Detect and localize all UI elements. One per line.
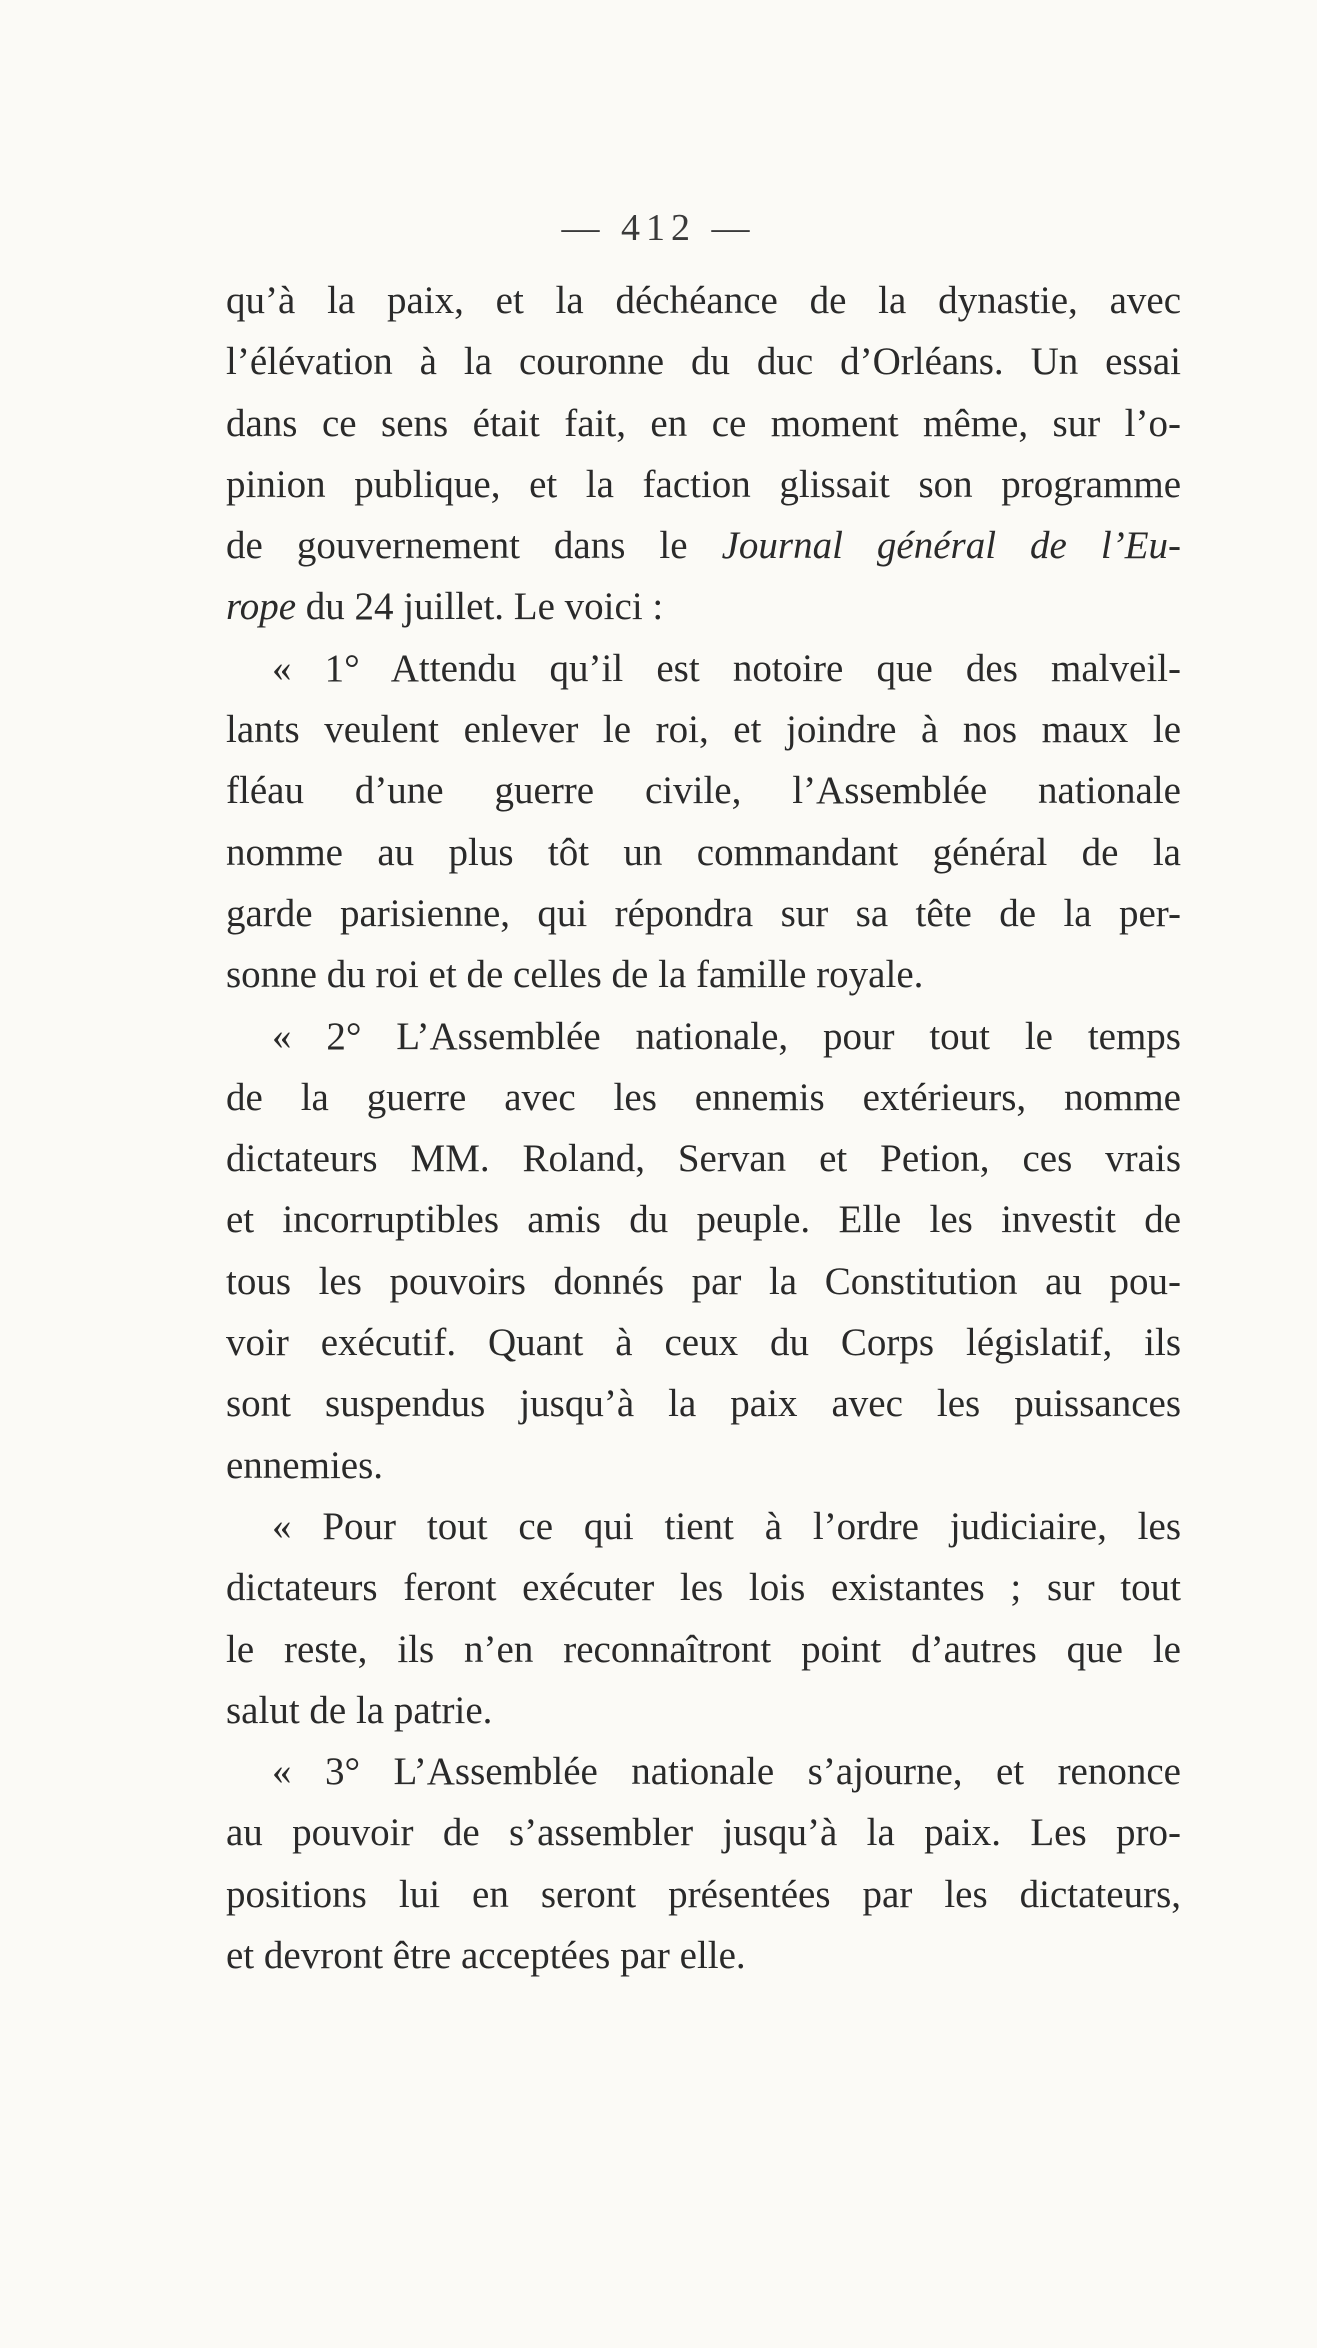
text-line: tous les pouvoirs donnés par la Constitution au pou- [226,1259,1181,1303]
text-line [226,515,1181,576]
text-line: au pouvoir de s’assembler jusqu’à la paix. Les pro- [226,1811,1181,1855]
text-line: pinion publique, et la faction glissait son programme [226,462,1181,506]
italic-text: Journal général de l’Eu- [721,524,1181,568]
text-line: et incorruptibles amis du peuple. Elle les investit de [226,1198,1181,1242]
italic-text: rope [226,585,297,629]
text-line: « Pour tout ce qui tient à l’ordre judiciaire, les [272,1504,1181,1548]
text-segment: de gouvernement dans le [226,524,722,568]
text-line: dans ce sens était fait, en ce moment même, sur l’o- [226,401,1181,445]
text-line [226,576,1181,637]
text-line: ennemies. [226,1443,384,1487]
text-segment: du 24 juillet. Le voici : [296,585,664,629]
text-line: de la guerre avec les ennemis extérieurs, nomme [226,1075,1181,1119]
page-number: — 412 — [561,207,756,249]
body-text [226,270,1181,1986]
text-line: qu’à la paix, et la déchéance de la dynastie, avec [226,279,1181,322]
text-line: « 1° Attendu qu’il est notoire que des malveil- [272,646,1181,690]
text-line: le reste, ils n’en reconnaîtront point d’autres que le [226,1627,1181,1671]
text-line: salut de la patrie. [226,1688,493,1732]
text-line: l’élévation à la couronne du duc d’Orléans. Un essai [226,340,1181,384]
text-line: voir exécutif. Quant à ceux du Corps législatif, ils [226,1321,1181,1365]
text-line: « 2° L’Assemblée nationale, pour tout le temps [272,1014,1181,1058]
text-line: et devront être acceptées par elle. [226,1934,746,1978]
text-line: fléau d’une guerre civile, l’Assemblée nationale [226,769,1181,813]
text-line: nomme au plus tôt un commandant général de la [226,830,1181,874]
text-line: positions lui en seront présentées par les dictateurs, [226,1872,1181,1916]
text-line: dictateurs feront exécuter les lois existantes ; sur tout [226,1566,1181,1610]
text-line: lants veulent enlever le roi, et joindre à nos maux le [226,708,1181,752]
text-line: « 3° L’Assemblée nationale s’ajourne, et renonce [272,1750,1181,1794]
text-line: sont suspendus jusqu’à la paix avec les puissances [226,1382,1181,1426]
text-line: garde parisienne, qui répondra sur sa tête de la per- [226,891,1181,935]
text-line: sonne du roi et de celles de la famille royale. [226,953,924,997]
text-line: dictateurs MM. Roland, Servan et Petion, ces vrais [226,1137,1181,1181]
